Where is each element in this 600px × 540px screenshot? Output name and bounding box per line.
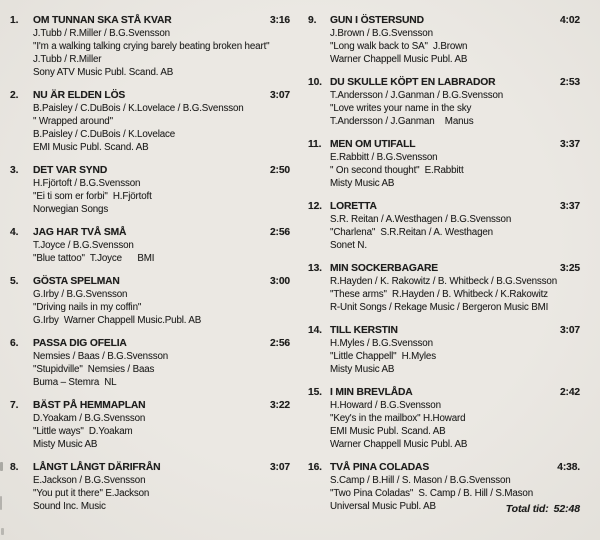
track-entry [308, 386, 580, 451]
track-duration: 2:56 [269, 227, 290, 238]
track-title-row [10, 14, 290, 27]
track-entry [10, 337, 290, 389]
tracklist-column-right [308, 14, 580, 523]
track-entry [10, 399, 290, 451]
track-credit-line: " On second thought" E.Rabbitt [330, 165, 464, 176]
track-entry [10, 226, 290, 265]
track-credit-line: R-Unit Songs / Rekage Music / Bergeron Music BMI [330, 302, 549, 313]
track-duration: 3:07 [269, 462, 290, 473]
track-credits [308, 213, 580, 252]
track-number: 2. [10, 90, 19, 101]
track-credit-line: "Stupidville" Nemsies / Baas [33, 364, 155, 375]
track-credit-line: E.Jackson / B.G.Svensson [33, 475, 146, 486]
track-title-row [308, 461, 580, 474]
track-entry [308, 76, 580, 128]
track-credits [308, 337, 580, 376]
track-number: 9. [308, 15, 317, 26]
track-duration: 2:50 [269, 165, 290, 176]
track-credits [10, 412, 290, 451]
track-number: 8. [10, 462, 19, 473]
track-credits [308, 89, 580, 128]
track-credit-line: "I'm a walking talking crying barely beating broken heart" [33, 41, 270, 52]
track-title: JAG HAR TVÅ SMÅ [33, 227, 127, 238]
track-title-row [308, 324, 580, 337]
track-credit-line: "Charlena" S.R.Reitan / A. Westhagen [330, 227, 493, 238]
total-time-value: 52:48 [553, 503, 580, 515]
track-title: OM TUNNAN SKA STÅ KVAR [33, 15, 172, 26]
track-credit-line: H.Howard / B.G.Svensson [330, 400, 441, 411]
track-credit-line: J.Brown / B.G.Svensson [330, 28, 433, 39]
total-time-label: Total tid: [505, 503, 549, 515]
track-credit-line: R.Hayden / K. Rakowitz / B. Whitbeck / B.G.Svensson [330, 276, 558, 287]
track-credit-line: S.Camp / B.Hill / S. Mason / B.G.Svensson [330, 475, 511, 486]
track-number: 14. [308, 325, 322, 336]
tracklist-column-left [10, 14, 290, 523]
track-duration: 3:37 [559, 201, 580, 212]
track-title: NU ÄR ELDEN LÖS [33, 90, 126, 101]
track-number: 3. [10, 165, 19, 176]
track-title-row [10, 89, 290, 102]
track-title: PASSA DIG OFELIA [33, 338, 127, 349]
track-credit-line: T.Andersson / J.Ganman / B.G.Svensson [330, 90, 504, 101]
track-entry [308, 324, 580, 376]
track-entry [308, 138, 580, 190]
track-number: 1. [10, 15, 19, 26]
track-title-row [10, 164, 290, 177]
track-duration: 4:38. [557, 462, 580, 473]
track-credits [308, 399, 580, 451]
track-credit-line: "Love writes your name in the sky [330, 103, 472, 114]
track-credit-line: "Long walk back to SA" J.Brown [330, 41, 468, 52]
track-credit-line: Sony ATV Music Publ. Scand. AB [33, 67, 174, 78]
track-entry [308, 262, 580, 314]
track-credit-line: "These arms" R.Hayden / B. Whitbeck / K.Rakowitz [330, 289, 548, 300]
track-credits [10, 177, 290, 216]
track-title: I MIN BREVLÅDA [330, 387, 413, 398]
track-credit-line: B.Paisley / C.DuBois / K.Lovelace / B.G.Svensson [33, 103, 244, 114]
track-duration: 3:37 [559, 139, 580, 150]
track-credit-line: Buma – Stemra NL [33, 377, 117, 388]
track-title-row [308, 138, 580, 151]
track-title-row [10, 337, 290, 350]
track-number: 10. [308, 77, 322, 88]
track-credit-line: J.Tubb / R.Miller [33, 54, 102, 65]
track-credit-line: Misty Music AB [330, 178, 395, 189]
track-duration: 4:02 [559, 15, 580, 26]
track-credits [308, 27, 580, 66]
track-credit-line: Misty Music AB [33, 439, 98, 450]
track-credit-line: Misty Music AB [330, 364, 395, 375]
track-credit-line: D.Yoakam / B.G.Svensson [33, 413, 146, 424]
track-title: MIN SOCKERBAGARE [330, 263, 439, 274]
track-entry [10, 89, 290, 154]
track-number: 16. [308, 462, 322, 473]
track-title-row [308, 262, 580, 275]
scan-artifact [0, 462, 3, 471]
track-title: GUN I ÖSTERSUND [330, 15, 424, 26]
track-credit-line: Nemsies / Baas / B.G.Svensson [33, 351, 169, 362]
track-credits [10, 288, 290, 327]
track-duration: 2:42 [559, 387, 580, 398]
track-entry [10, 461, 290, 513]
track-duration: 3:07 [559, 325, 580, 336]
track-title-row [10, 275, 290, 288]
track-title: MEN OM UTIFALL [330, 139, 416, 150]
track-credit-line: H.Fjörtoft / B.G.Svensson [33, 178, 141, 189]
scan-artifact [1, 528, 4, 535]
track-credits [308, 151, 580, 190]
track-entry [308, 14, 580, 66]
track-credit-line: "Blue tattoo" T.Joyce BMI [33, 253, 155, 264]
track-title: TILL KERSTIN [330, 325, 398, 336]
track-credit-line: Warner Chappell Music Publ. AB [330, 54, 468, 65]
track-credit-line: J.Tubb / R.Miller / B.G.Svensson [33, 28, 170, 39]
track-credit-line: EMI Music Publ. Scand. AB [330, 426, 446, 437]
track-number: 13. [308, 263, 322, 274]
track-credit-line: T.Joyce / B.G.Svensson [33, 240, 134, 251]
track-duration: 3:07 [269, 90, 290, 101]
track-number: 7. [10, 400, 19, 411]
track-duration: 2:56 [269, 338, 290, 349]
track-credit-line: S.R. Reitan / A.Westhagen / B.G.Svensson [330, 214, 512, 225]
track-credit-line: "You put it there" E.Jackson [33, 488, 150, 499]
track-title-row [308, 14, 580, 27]
track-credits [308, 275, 580, 314]
track-duration: 3:00 [269, 276, 290, 287]
track-title-row [10, 461, 290, 474]
track-credit-line: H.Myles / B.G.Svensson [330, 338, 433, 349]
track-credits [10, 239, 290, 265]
track-credits [10, 102, 290, 154]
track-credit-line: "Little ways" D.Yoakam [33, 426, 133, 437]
track-title-row [308, 76, 580, 89]
track-credit-line: Norwegian Songs [33, 204, 109, 215]
track-duration: 2:53 [559, 77, 580, 88]
track-duration: 3:16 [269, 15, 290, 26]
track-credit-line: "Two Pina Coladas" S. Camp / B. Hill / S.Mason [330, 488, 533, 499]
track-number: 5. [10, 276, 19, 287]
scan-artifact [0, 496, 2, 510]
track-credit-line: B.Paisley / C.DuBois / K.Lovelace [33, 129, 176, 140]
track-credit-line: "Key's in the mailbox" H.Howard [330, 413, 466, 424]
track-credit-line: "Driving nails in my coffin" [33, 302, 142, 313]
track-duration: 3:22 [269, 400, 290, 411]
track-credit-line: EMI Music Publ. Scand. AB [33, 142, 149, 153]
track-credit-line: Sonet N. [330, 240, 367, 251]
track-credit-line: G.Irby Warner Chappell Music.Publ. AB [33, 315, 202, 326]
track-credit-line: "Ei ti som er forbi" H.Fjörtoft [33, 191, 152, 202]
track-credit-line: " Wrapped around" [33, 116, 113, 127]
track-duration: 3:25 [559, 263, 580, 274]
track-credits [10, 350, 290, 389]
track-credit-line: Warner Chappell Music Publ. AB [330, 439, 468, 450]
track-credits [10, 474, 290, 513]
track-title: LORETTA [330, 201, 377, 212]
track-credit-line: G.Irby / B.G.Svensson [33, 289, 128, 300]
track-entry [308, 200, 580, 252]
track-credit-line: Universal Music Publ. AB [330, 501, 436, 512]
track-title-row [10, 399, 290, 412]
track-credit-line: T.Andersson / J.Ganman Manus [330, 116, 474, 127]
track-title: DU SKULLE KÖPT EN LABRADOR [330, 77, 496, 88]
track-number: 6. [10, 338, 19, 349]
track-title: BÄST PÅ HEMMAPLAN [33, 400, 146, 411]
track-entry [10, 275, 290, 327]
track-credit-line: "Little Chappell" H.Myles [330, 351, 436, 362]
track-credit-line: E.Rabbitt / B.G.Svensson [330, 152, 438, 163]
track-number: 11. [308, 139, 322, 150]
track-number: 4. [10, 227, 19, 238]
track-title: DET VAR SYND [33, 165, 108, 176]
track-number: 15. [308, 387, 322, 398]
total-time [308, 503, 580, 515]
track-number: 12. [308, 201, 322, 212]
track-credits [10, 27, 290, 79]
track-title-row [308, 386, 580, 399]
track-title: TVÅ PINA COLADAS [330, 462, 430, 473]
track-title-row [10, 226, 290, 239]
track-title-row [308, 200, 580, 213]
track-title: LÅNGT LÅNGT DÄRIFRÅN [33, 462, 161, 473]
track-entry [10, 14, 290, 79]
track-entry [10, 164, 290, 216]
track-credit-line: Sound Inc. Music [33, 501, 106, 512]
track-title: GÖSTA SPELMAN [33, 276, 120, 287]
